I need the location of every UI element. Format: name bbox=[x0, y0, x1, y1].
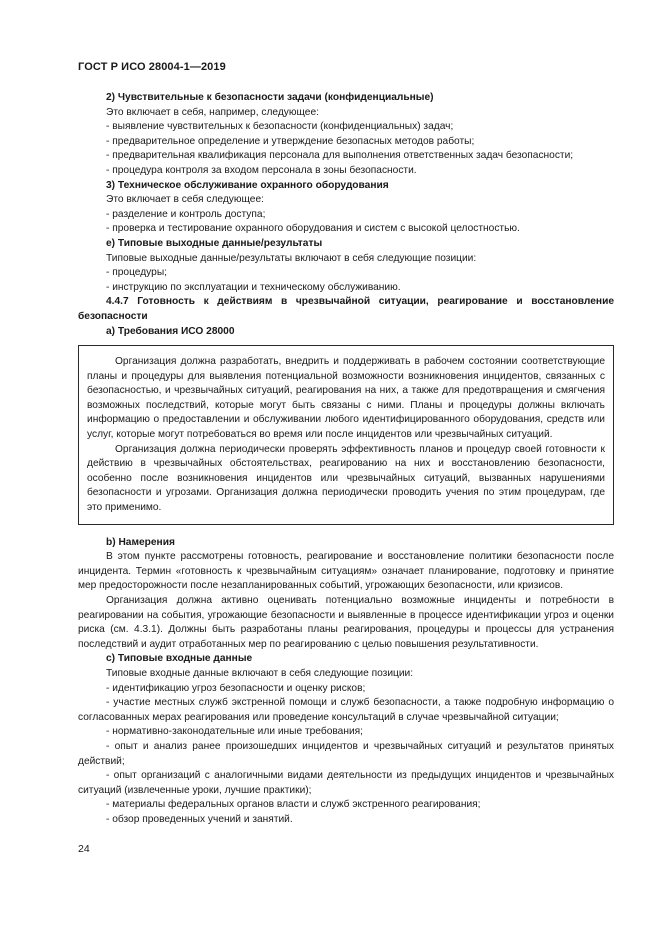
top-paragraph: - проверка и тестирование охранного оборудования и систем с высокой целостностью. bbox=[106, 223, 520, 235]
top-paragraph: 4.4.7 Готовность к действиям в чрезвычайной ситуации, реагирование и восстановление безопасности bbox=[78, 296, 614, 322]
top-paragraph: - предварительная квалификация персонала для выполнения ответственных задач безопасности; bbox=[106, 150, 574, 162]
page-number: 24 bbox=[78, 843, 90, 855]
box-paragraph: Организация должна периодически проверять эффективность планов и процедур своей готовности к действию в чрезвычайных обстоятельствах, реагированию на них и восстановлению безопасности, особенно после возникновения инцидентов или чрезвычайных ситуаций, вызванных нарушениями безопасности и угрозами. Организация должна периодически проводить учения по этим процедурам, где это применимо. bbox=[87, 443, 605, 514]
top-paragraph: Типовые выходные данные/результаты включают в себя следующие позиции: bbox=[106, 252, 477, 264]
top-paragraph: - выявление чувствительных к безопасности (конфиденциальных) задач; bbox=[106, 121, 454, 133]
bottom-paragraph: - участие местных служб экстренной помощи и служб безопасности, а также подробную информацию о согласованных мерах реагирования или проведение консультаций в случае чрезвычайной ситуации; bbox=[78, 697, 614, 723]
top-paragraph: Это включает в себя следующее: bbox=[106, 194, 264, 206]
bottom-paragraph: - идентификацию угроз безопасности и оценку рисков; bbox=[106, 682, 366, 694]
top-paragraph: - предварительное определение и утверждение безопасных методов работы; bbox=[106, 135, 475, 147]
bottom-paragraph: b) Намерения bbox=[106, 536, 175, 548]
bottom-paragraph: - опыт и анализ ранее произошедших инцидентов и чрезвычайных ситуаций и результатов принятых действий; bbox=[78, 740, 614, 767]
top-paragraph: - процедура контроля за входом персонала в зоны безопасности. bbox=[106, 164, 417, 176]
iso-requirements-box bbox=[78, 345, 614, 525]
top-paragraph: - разделение и контроль доступа; bbox=[106, 208, 266, 220]
top-paragraph: Это включает в себя, например, следующее: bbox=[106, 106, 319, 118]
bottom-paragraph: c) Типовые входные данные bbox=[106, 653, 253, 665]
top-paragraph: - процедуры; bbox=[106, 267, 167, 279]
top-section bbox=[78, 91, 614, 339]
top-paragraph: - инструкцию по эксплуатации и техническому обслуживанию. bbox=[106, 281, 401, 293]
page-body bbox=[78, 91, 614, 828]
bottom-paragraph: - материалы федеральных органов власти и служб экстренного реагирования; bbox=[106, 799, 481, 811]
top-paragraph: a) Требования ИСО 28000 bbox=[106, 325, 235, 337]
bottom-section bbox=[78, 536, 614, 828]
top-paragraph: 3) Техническое обслуживание охранного оборудования bbox=[106, 179, 389, 191]
bottom-paragraph: Типовые входные данные включают в себя следующие позиции: bbox=[106, 667, 414, 679]
top-paragraph: 2) Чувствительные к безопасности задачи (конфиденциальные) bbox=[106, 92, 434, 103]
top-paragraph: e) Типовые выходные данные/результаты bbox=[106, 237, 323, 249]
bottom-paragraph: Организация должна активно оценивать потенциально возможные инциденты и потребности в реагировании на события, угрожающие безопасности и выявленные в процессе идентификации угроз и оценки риска (см. 4.3.1). Должны быть разработаны планы реагирования, процедуры и процессы для устранения последствий и аудит отработанных мер по реагированию с целью повышения результативности. bbox=[78, 595, 614, 650]
bottom-paragraph: В этом пункте рассмотрены готовность, реагирование и восстановление политики безопасности после инцидента. Термин «готовность к чрезвычайным ситуациям» означает планирование, подготовку и принятие мер предосторожности после незапланированных событий, угрожающих безопасности, или кризисов. bbox=[78, 551, 614, 592]
document-header: ГОСТ Р ИСО 28004-1—2019 bbox=[78, 61, 226, 73]
bottom-paragraph: - опыт организаций с аналогичными видами деятельности из предыдущих инцидентов и чрезвычайных ситуаций (извлеченные уроки, лучшие практики); bbox=[78, 770, 614, 796]
bottom-paragraph: - обзор проведенных учений и занятий. bbox=[106, 813, 293, 825]
bottom-paragraph: - нормативно-законодательные или иные требования; bbox=[106, 726, 363, 738]
box-paragraph: Организация должна разработать, внедрить и поддерживать в рабочем состоянии соответствующие планы и процедуры для выявления потенциальной возможности возникновения инцидентов, связанных с безопасностью, и чрезвычайных ситуаций, реагирования на них, а также для предотвращения и смягчения возможных последствий, которые могут быть связаны с ними. Планы и процедуры должны включать информацию о предоставлении и обслуживании любого идентифицированного оборудования, средств или услуг, которые могут потребоваться во время или после инцидентов или чрезвычайных ситуаций. bbox=[87, 356, 605, 441]
